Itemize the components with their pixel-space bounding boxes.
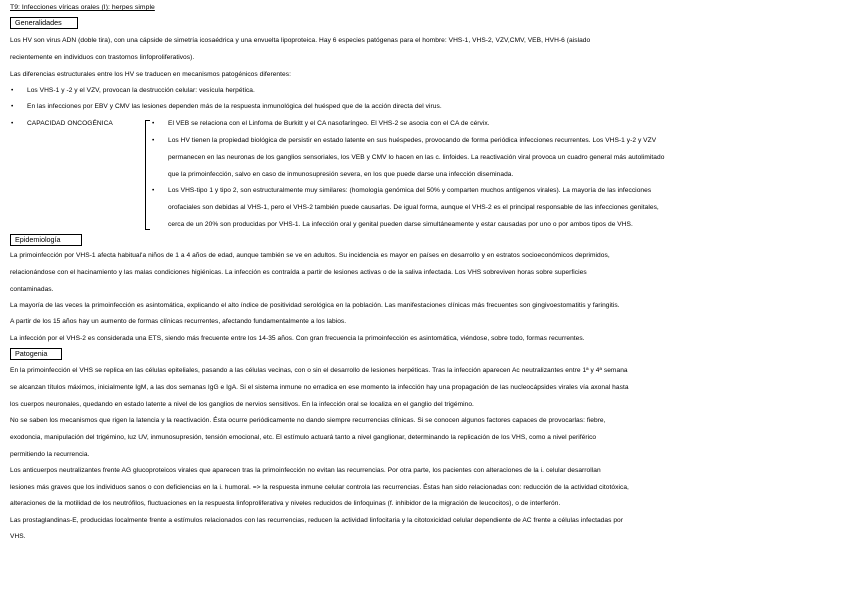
- paragraph-line: No se saben los mecanismos que rigen la latencia y la reactivación. Ésta ocurre periódicamente no dando siempre recurrencias clínicas. Si se conocen algunos factores capaces de provocarlas: fiebre,: [10, 417, 606, 424]
- paragraph-line: Los HV son virus ADN (doble tira), con una cápside de simetría icosaédrica y una envuelta lipoproteica. Hay 6 especies patógenas para el hombre: VHS-1, VHS-2, VZV,CMV, VEB, HVH-6 (aislado: [10, 37, 591, 44]
- paragraph-line: contaminadas.: [10, 286, 54, 293]
- sub-bullet-line: permanecen en las neuronas de los ganglios sensoriales, los VEB y CMV lo hacen en las c. linfoides. La reactivación viral provoca un cuadro general más autolimitado: [168, 154, 665, 161]
- bracket-icon: [145, 120, 150, 230]
- paragraph-line: los cuerpos neuronales, quedando en estado latente a nivel de los ganglios de nervios sensitivos. En la infección oral se localiza en el ganglio del trigémino.: [10, 401, 474, 408]
- paragraph-line: Los anticuerpos neutralizantes frente AG glucoproteicos virales que aparecen tras la primoinfección no evitan las recurrencias. Por otra parte, los pacientes con alteraciones de la i. celular desarrollan: [10, 467, 601, 474]
- section-heading-epidemiologia: Epidemiología: [10, 234, 82, 246]
- bullet-icon: •: [11, 120, 14, 127]
- paragraph-line: La mayoría de las veces la primoinfección es asintomática, explicando el alto índice de positividad serológica en la población. Las manifestaciones clínicas más frecuentes son gingivoestomatitis y faringitis.: [10, 302, 620, 309]
- sub-bullet-line: cerca de un 20% son producidas por VHS-1. La infección oral y genital pueden darse simultáneamente y estar causadas por uno o por ambos tipos de VHS.: [168, 221, 633, 228]
- bullet-icon: •: [152, 187, 155, 194]
- paragraph-line: La primoinfección por VHS-1 afecta habitual'a niños de 1 a 4 años de edad, aunque también se ve en adultos. Su incidencia es mayor en países en desarrollo y en estratos socioeconómicos deprimidos,: [10, 252, 610, 259]
- bullet-item-label: CAPACIDAD ONCOGÉNICA: [27, 120, 113, 127]
- paragraph-line: A partir de los 15 años hay un aumento de formas clínicas recurrentes, afectando fundamentalmente a los labios.: [10, 318, 347, 325]
- bullet-icon: •: [152, 120, 155, 127]
- sub-bullet-line: que la primoinfección, salvo en caso de inmunosupresión severa, en los que puede darse una infección diseminada.: [168, 171, 514, 178]
- sub-bullet-line: Los VHS-tipo 1 y tipo 2, son estructuralmente muy similares: (homología genómica del 50% y comparten muchos antígenos virales). La mayoría de las infecciones: [168, 187, 652, 194]
- paragraph-line: relacionándose con el hacinamiento y las malas condiciones higiénicas. La infección es contraída a partir de lesiones activas o de la saliva infectada. Los VHS sobreviven horas sobre superficies: [10, 269, 587, 276]
- paragraph-line: lesiones más graves que los individuos sanos o con deficiencias en la i. humoral. => la respuesta inmune celular controla las recurrencias. Éstas han sido relacionadas con: reducción de la actividad citotóxica,: [10, 484, 629, 491]
- paragraph-line: En la primoinfección el VHS se replica en las células epiteliales, pasando a las células vecinas, con o sin el desarrollo de lesiones herpéticas. Tras la infección aparecen Ac neutralizantes entre 1ª y 4ª semana: [10, 367, 628, 374]
- bullet-item: En las infecciones por EBV y CMV las lesiones dependen más de la respuesta inmunológica del huésped que de la acción directa del virus.: [27, 103, 442, 110]
- paragraph-line: alteraciones de la motilidad de los neutrófilos, fluctuaciones en la respuesta linfoproliferativa y niveles reducidos de linfoquinas (f. inhibidor de la migración de leucocitos), o de interferón.: [10, 500, 561, 507]
- sub-bullet-line: orofaciales son debidas al VHS-1, pero el VHS-2 también puede causarlas. De igual forma, aunque el VHS-2 es el principal responsable de las infecciones genitales,: [168, 204, 659, 211]
- paragraph-line: La infección por el VHS-2 es considerada una ETS, siendo más frecuente entre los 14-35 años. Con gran frecuencia la primoinfección es asintomática, viéndose, sobre todo, formas recurrentes.: [10, 335, 585, 342]
- section-heading-generalidades: Generalidades: [10, 17, 78, 29]
- bullet-icon: •: [11, 87, 14, 94]
- paragraph-line: exodoncia, manipulación del trigémino, luz UV, inmunosupresión, tensión emocional, etc. El estímulo actuará tanto a nivel ganglionar, determinando la replicación de los VHS, como a nivel periférico: [10, 434, 597, 441]
- bullet-icon: •: [152, 137, 155, 144]
- paragraph-line: Las prostaglandinas-E, producidas localmente frente a estímulos relacionados con las recurrencias, reducen la actividad linfocitaria y la citotoxicidad celular dependiente de AC frente a células infectadas por: [10, 517, 624, 524]
- paragraph-line: VHS.: [10, 533, 26, 540]
- paragraph-line: Las diferencias estructurales entre los HV se traducen en mecanismos patogénicos diferentes:: [10, 71, 291, 78]
- document-title: T9: Infecciones víricas orales (I): herpes simple: [10, 4, 155, 11]
- bullet-item: Los VHS-1 y -2 y el VZV, provocan la destrucción celular: vesícula herpética.: [27, 87, 255, 94]
- sub-bullet-line: Los HV tienen la propiedad biológica de persistir en estado latente en sus huéspedes, provocando de forma periódica infecciones recurrentes. Los VHS-1 y-2 y VZV: [168, 137, 657, 144]
- paragraph-line: recientemente en individuos con trastornos linfoproliferativos).: [10, 54, 195, 61]
- sub-bullet-item: El VEB se relaciona con el Linfoma de Burkitt y el CA nasofaríngeo. El VHS-2 se asocia con el CA de cérvix.: [168, 120, 490, 127]
- bullet-icon: •: [11, 103, 14, 110]
- paragraph-line: se alcanzan títulos máximos, inicialmente IgM, a las dos semanas IgG e IgA. Si el sistema inmune no erradica en ese momento la infección hay una propagación de las nucleocápsides virales vía axonal hasta: [10, 384, 629, 391]
- paragraph-line: permitiendo la recurrencia.: [10, 451, 90, 458]
- section-heading-patogenia: Patogenia: [10, 348, 62, 360]
